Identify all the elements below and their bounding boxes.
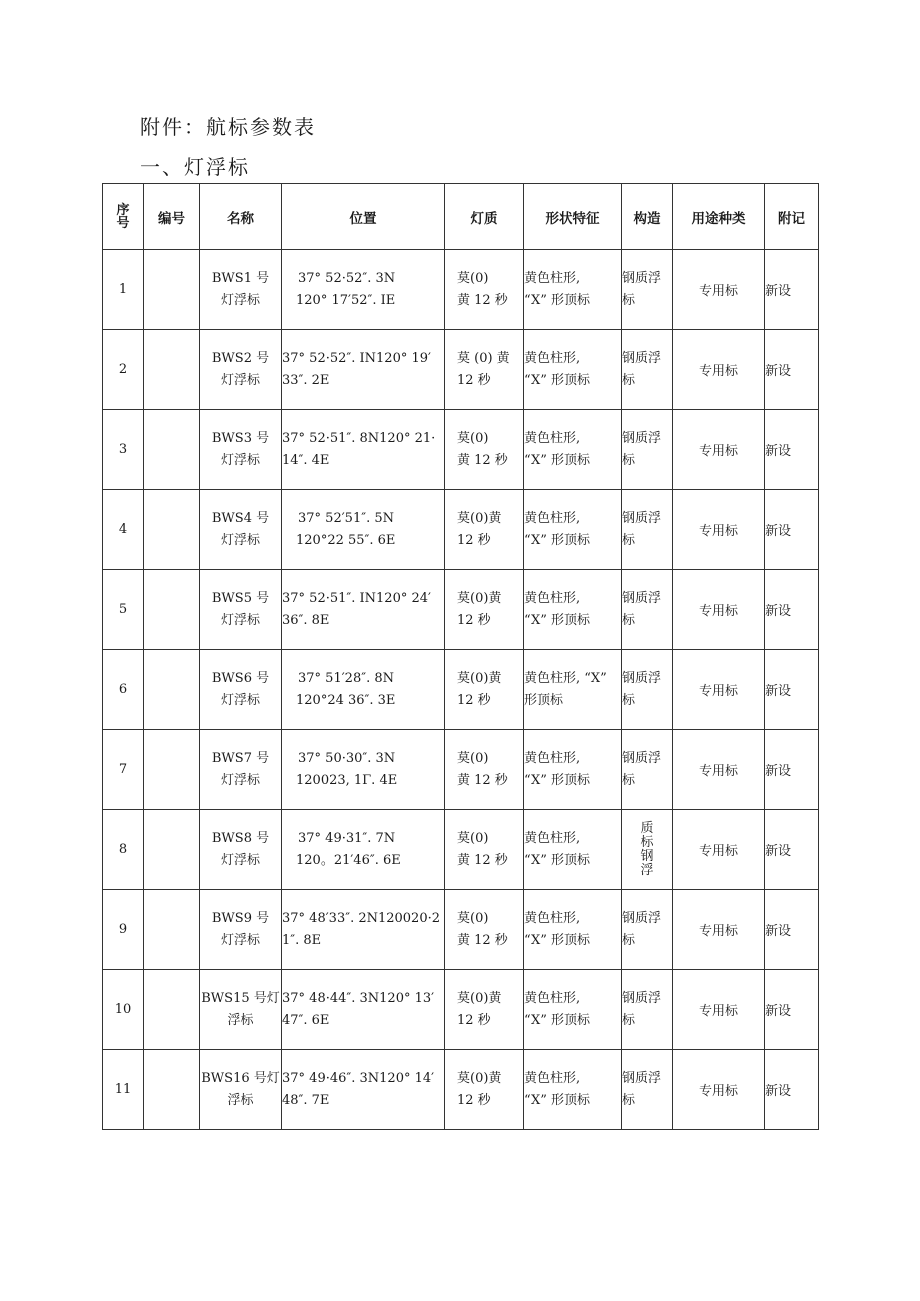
cell-code — [144, 570, 200, 650]
cell-structure: 质 标 钢 浮 — [622, 810, 673, 890]
cell-position: 37° 49·31″. 7N 120。21′46″. 6E — [282, 810, 445, 890]
cell-light: 莫(0)黄 12 秒 — [445, 570, 524, 650]
cell-seq: 3 — [103, 410, 144, 490]
cell-name: BWS15 号灯 浮标 — [200, 970, 282, 1050]
cell-structure: 钢质浮 标 — [622, 250, 673, 330]
cell-name: BWS5 号 灯浮标 — [200, 570, 282, 650]
cell-position: 37° 52·51″. 8N120° 21· 14″. 4E — [282, 410, 445, 490]
cell-name: BWS8 号 灯浮标 — [200, 810, 282, 890]
header-shape: 形状特征 — [524, 184, 622, 250]
cell-name: BWS4 号 灯浮标 — [200, 490, 282, 570]
cell-name: BWS2 号 灯浮标 — [200, 330, 282, 410]
cell-note: 新设 — [765, 890, 819, 970]
cell-structure: 钢质浮 标 — [622, 890, 673, 970]
cell-position: 37° 48′33″. 2N120020·2 1″. 8E — [282, 890, 445, 970]
cell-name: BWS6 号 灯浮标 — [200, 650, 282, 730]
cell-code — [144, 890, 200, 970]
cell-shape: 黄色柱形, “X” 形顶标 — [524, 1050, 622, 1130]
cell-position: 37° 52′51″. 5N 120°22 55″. 6E — [282, 490, 445, 570]
cell-structure: 钢质浮 标 — [622, 570, 673, 650]
cell-note: 新设 — [765, 1050, 819, 1130]
cell-shape: 黄色柱形, “X” 形顶标 — [524, 650, 622, 730]
cell-code — [144, 810, 200, 890]
cell-note: 新设 — [765, 970, 819, 1050]
cell-position: 37° 51′28″. 8N 120°24 36″. 3E — [282, 650, 445, 730]
header-note: 附记 — [765, 184, 819, 250]
cell-name: BWS3 号 灯浮标 — [200, 410, 282, 490]
table-row — [103, 890, 819, 970]
table-row — [103, 250, 819, 330]
header-name: 名称 — [200, 184, 282, 250]
table-row — [103, 570, 819, 650]
cell-seq: 1 — [103, 250, 144, 330]
table-row — [103, 650, 819, 730]
cell-usage: 专用标 — [673, 650, 765, 730]
cell-name: BWS9 号 灯浮标 — [200, 890, 282, 970]
cell-usage: 专用标 — [673, 490, 765, 570]
cell-shape: 黄色柱形, “X” 形顶标 — [524, 730, 622, 810]
cell-light: 莫(0) 黄 12 秒 — [445, 250, 524, 330]
cell-note: 新设 — [765, 250, 819, 330]
cell-structure: 钢质浮 标 — [622, 730, 673, 810]
buoy-parameter-table — [102, 183, 819, 1130]
header-structure: 构造 — [622, 184, 673, 250]
cell-shape: 黄色柱形, “X” 形顶标 — [524, 490, 622, 570]
cell-position: 37° 52·52″. 3N 120° 17′52″. IE — [282, 250, 445, 330]
cell-note: 新设 — [765, 570, 819, 650]
cell-structure: 钢质浮 标 — [622, 330, 673, 410]
cell-usage: 专用标 — [673, 890, 765, 970]
cell-structure: 钢质浮 标 — [622, 1050, 673, 1130]
cell-usage: 专用标 — [673, 330, 765, 410]
cell-code — [144, 1050, 200, 1130]
section-title: 一、灯浮标 — [140, 155, 250, 179]
cell-light: 莫(0)黄 12 秒 — [445, 1050, 524, 1130]
table-row — [103, 810, 819, 890]
cell-name: BWS1 号 灯浮标 — [200, 250, 282, 330]
table-row — [103, 330, 819, 410]
cell-code — [144, 330, 200, 410]
cell-seq: 5 — [103, 570, 144, 650]
cell-position: 37° 52·51″. IN120° 24′ 36″. 8E — [282, 570, 445, 650]
cell-shape: 黄色柱形, “X” 形顶标 — [524, 890, 622, 970]
cell-usage: 专用标 — [673, 970, 765, 1050]
cell-code — [144, 490, 200, 570]
cell-seq: 10 — [103, 970, 144, 1050]
cell-shape: 黄色柱形, “X” 形顶标 — [524, 410, 622, 490]
cell-note: 新设 — [765, 490, 819, 570]
cell-shape: 黄色柱形, “X” 形顶标 — [524, 810, 622, 890]
cell-code — [144, 410, 200, 490]
cell-position: 37° 52·52″. IN120° 19′ 33″. 2E — [282, 330, 445, 410]
header-usage: 用途种类 — [673, 184, 765, 250]
cell-structure: 钢质浮 标 — [622, 970, 673, 1050]
cell-shape: 黄色柱形, “X” 形顶标 — [524, 970, 622, 1050]
cell-usage: 专用标 — [673, 810, 765, 890]
cell-structure: 钢质浮 标 — [622, 410, 673, 490]
cell-note: 新设 — [765, 330, 819, 410]
cell-light: 莫 (0) 黄 12 秒 — [445, 330, 524, 410]
cell-structure: 钢质浮 标 — [622, 490, 673, 570]
cell-code — [144, 250, 200, 330]
cell-code — [144, 970, 200, 1050]
cell-position: 37° 48·44″. 3N120° 13′ 47″. 6E — [282, 970, 445, 1050]
cell-light: 莫(0) 黄 12 秒 — [445, 890, 524, 970]
header-light: 灯质 — [445, 184, 524, 250]
table-row — [103, 490, 819, 570]
cell-seq: 6 — [103, 650, 144, 730]
cell-seq: 8 — [103, 810, 144, 890]
cell-name: BWS7 号 灯浮标 — [200, 730, 282, 810]
cell-usage: 专用标 — [673, 410, 765, 490]
header-position: 位置 — [282, 184, 445, 250]
table-row — [103, 410, 819, 490]
cell-seq: 7 — [103, 730, 144, 810]
cell-light: 莫(0)黄 12 秒 — [445, 650, 524, 730]
cell-shape: 黄色柱形, “X” 形顶标 — [524, 330, 622, 410]
cell-name: BWS16 号灯 浮标 — [200, 1050, 282, 1130]
cell-position: 37° 50·30″. 3N 120023, 1Γ. 4E — [282, 730, 445, 810]
cell-note: 新设 — [765, 410, 819, 490]
attachment-title: 附件：航标参数表 — [140, 115, 316, 139]
cell-shape: 黄色柱形, “X” 形顶标 — [524, 570, 622, 650]
cell-light: 莫(0) 黄 12 秒 — [445, 810, 524, 890]
table-row — [103, 970, 819, 1050]
cell-light: 莫(0)黄 12 秒 — [445, 490, 524, 570]
cell-seq: 11 — [103, 1050, 144, 1130]
cell-usage: 专用标 — [673, 730, 765, 810]
table-row — [103, 730, 819, 810]
cell-light: 莫(0) 黄 12 秒 — [445, 730, 524, 810]
table-row — [103, 1050, 819, 1130]
cell-usage: 专用标 — [673, 570, 765, 650]
cell-usage: 专用标 — [673, 1050, 765, 1130]
cell-structure: 钢质浮 标 — [622, 650, 673, 730]
cell-code — [144, 730, 200, 810]
cell-note: 新设 — [765, 810, 819, 890]
table-header-row — [103, 184, 819, 250]
cell-seq: 9 — [103, 890, 144, 970]
cell-code — [144, 650, 200, 730]
cell-usage: 专用标 — [673, 250, 765, 330]
cell-seq: 4 — [103, 490, 144, 570]
cell-seq: 2 — [103, 330, 144, 410]
cell-light: 莫(0)黄 12 秒 — [445, 970, 524, 1050]
header-seq: 序 号 — [103, 184, 144, 250]
cell-position: 37° 49·46″. 3N120° 14′ 48″. 7E — [282, 1050, 445, 1130]
header-code: 编号 — [144, 184, 200, 250]
cell-note: 新设 — [765, 730, 819, 810]
cell-shape: 黄色柱形, “X” 形顶标 — [524, 250, 622, 330]
cell-note: 新设 — [765, 650, 819, 730]
cell-light: 莫(0) 黄 12 秒 — [445, 410, 524, 490]
